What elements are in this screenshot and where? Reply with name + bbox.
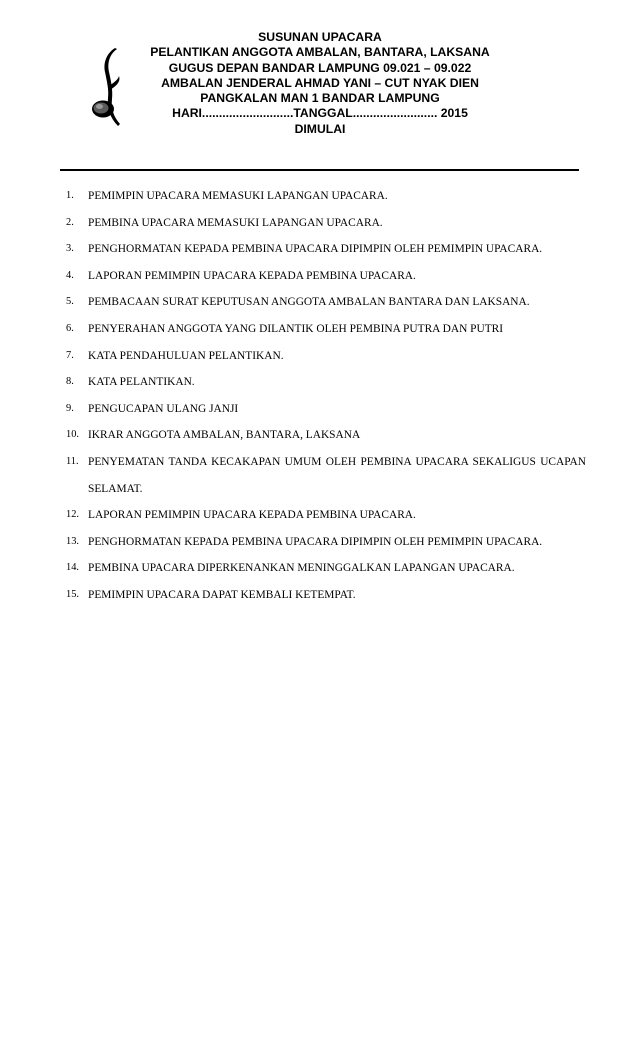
list-item-text: LAPORAN PEMIMPIN UPACARA KEPADA PEMBINA UPACARA. bbox=[88, 269, 416, 282]
list-item bbox=[66, 555, 586, 582]
list-item-text: KATA PELANTIKAN. bbox=[88, 376, 195, 389]
list-item-number: 11. bbox=[66, 455, 79, 467]
list-item-number: 7. bbox=[66, 349, 74, 361]
list-item-number: 3. bbox=[66, 243, 74, 255]
list-item bbox=[66, 289, 586, 316]
header-divider bbox=[60, 169, 579, 171]
list-item-number: 2. bbox=[66, 216, 74, 228]
list-item-text: KATA PENDAHULUAN PELANTIKAN. bbox=[88, 349, 284, 362]
list-item bbox=[66, 502, 586, 529]
list-item-number: 12. bbox=[66, 509, 79, 521]
list-item bbox=[66, 263, 586, 290]
list-item bbox=[66, 236, 586, 263]
header-dimulai: DIMULAI bbox=[294, 121, 346, 136]
list-item-number: 6. bbox=[66, 322, 74, 334]
list-item-number: 4. bbox=[66, 269, 74, 281]
list-item bbox=[66, 529, 586, 556]
header-gugus-depan: GUGUS DEPAN BANDAR LAMPUNG 09.021 – 09.022 bbox=[168, 60, 472, 75]
header-pangkalan: PANGKALAN MAN 1 BANDAR LAMPUNG bbox=[200, 91, 440, 106]
list-item-text: IKRAR ANGGOTA AMBALAN, BANTARA, LAKSANA bbox=[88, 429, 361, 442]
list-item-text: LAPORAN PEMIMPIN UPACARA KEPADA PEMBINA UPACARA. bbox=[88, 509, 416, 522]
list-item-text: PEMBACAAN SURAT KEPUTUSAN ANGGOTA AMBALAN BANTARA DAN LAKSANA. bbox=[88, 296, 530, 309]
document-header bbox=[95, 30, 545, 137]
list-item-text: PEMBINA UPACARA DIPERKENANKAN MENINGGALKAN LAPANGAN UPACARA. bbox=[88, 562, 515, 575]
list-item bbox=[66, 582, 586, 609]
list-item bbox=[66, 396, 586, 423]
header-ambalan: AMBALAN JENDERAL AHMAD YANI – CUT NYAK DIEN bbox=[161, 75, 479, 90]
list-item-text: PENGUCAPAN ULANG JANJI bbox=[88, 402, 239, 415]
header-title: SUSUNAN UPACARA bbox=[258, 30, 382, 44]
list-item-number: 1. bbox=[66, 190, 74, 201]
list-item bbox=[66, 210, 586, 237]
list-item bbox=[66, 369, 586, 396]
list-item-number: 9. bbox=[66, 402, 74, 414]
list-item-text: PEMIMPIN UPACARA MEMASUKI LAPANGAN UPACARA. bbox=[88, 190, 388, 202]
list-item-text: PEMIMPIN UPACARA DAPAT KEMBALI KETEMPAT. bbox=[88, 588, 356, 601]
list-item bbox=[66, 449, 586, 502]
list-item-number: 8. bbox=[66, 376, 74, 388]
list-item-number: 5. bbox=[66, 296, 74, 308]
list-item-number: 14. bbox=[66, 562, 79, 574]
list-item-number: 10. bbox=[66, 429, 79, 441]
list-item bbox=[66, 316, 586, 343]
list-item-text: PENGHORMATAN KEPADA PEMBINA UPACARA DIPIMPIN OLEH PEMIMPIN UPACARA. bbox=[88, 535, 543, 548]
ceremony-steps-list bbox=[66, 183, 586, 609]
list-item-number: 13. bbox=[66, 535, 79, 547]
list-item-text: PENGHORMATAN KEPADA PEMBINA UPACARA DIPIMPIN OLEH PEMIMPIN UPACARA. bbox=[88, 243, 543, 256]
header-event: PELANTIKAN ANGGOTA AMBALAN, BANTARA, LAKSANA bbox=[150, 45, 490, 60]
list-item-text: PENYERAHAN ANGGOTA YANG DILANTIK OLEH PEMBINA PUTRA DAN PUTRI bbox=[88, 322, 504, 335]
header-date: HARI...........................TANGGAL......................... 2015 bbox=[172, 106, 468, 121]
list-item-number: 15. bbox=[66, 588, 79, 600]
list-item-text: PENYEMATAN TANDA KECAKAPAN UMUM OLEH PEMBINA UPACARA SEKALIGUS UCAPAN SELAMAT. bbox=[88, 455, 586, 495]
list-item bbox=[66, 343, 586, 370]
list-item bbox=[66, 422, 586, 449]
list-item-text: PEMBINA UPACARA MEMASUKI LAPANGAN UPACARA. bbox=[88, 216, 383, 229]
list-item bbox=[66, 183, 586, 210]
